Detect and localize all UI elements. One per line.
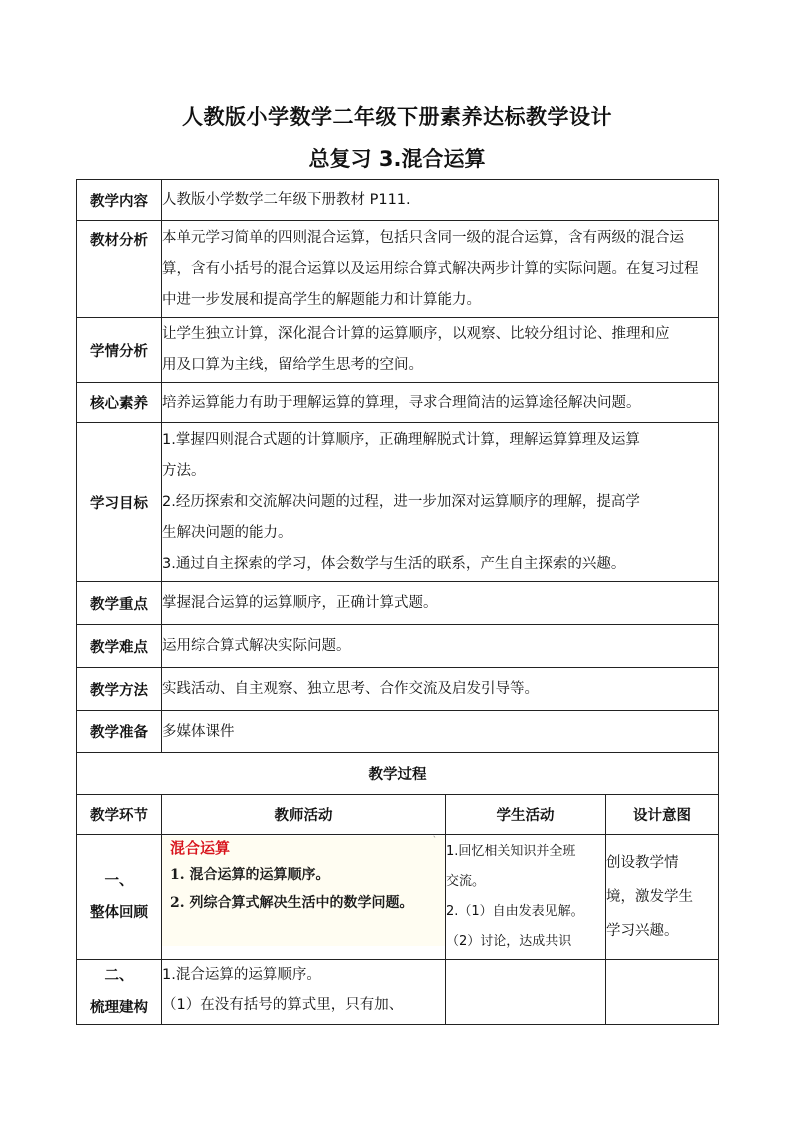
text-line: 算，含有小括号的混合运算以及运用综合算式解决两步计算的实际问题。在复习过程	[162, 260, 699, 277]
document-title: 人教版小学数学二年级下册素养达标教学设计	[182, 105, 612, 129]
process-header-row	[77, 795, 719, 835]
review-slide-title: 混合运算	[170, 839, 231, 857]
document-subtitle: 总复习 3.混合运算	[308, 147, 486, 171]
text-line: 人教版小学数学二年级下册教材 P111.	[162, 192, 411, 208]
label-student-analysis: 学情分析	[77, 318, 162, 383]
value-core-literacy	[162, 383, 719, 423]
text-line: 2.（1）自由发表见解。	[446, 904, 584, 919]
column-header: 教学环节	[77, 795, 162, 835]
column-header: 学生活动	[446, 795, 606, 835]
text-line: 实践活动、自主观察、独立思考、合作交流及启发引导等。	[162, 681, 539, 697]
stage-number: 一、	[104, 873, 134, 889]
label-key-points: 教学重点	[77, 582, 162, 625]
value-key-points	[162, 582, 719, 625]
review-slide-item: 1. 混合运算的运算顺序。	[170, 867, 330, 883]
value-teaching-content	[162, 180, 719, 221]
text-line: 1.混合运算的运算顺序。	[162, 967, 321, 983]
text-line: 方法。	[162, 462, 206, 479]
column-header: 设计意图	[606, 795, 719, 835]
row-teaching-methods	[77, 668, 719, 711]
stage-name: 梳理建构	[90, 1000, 148, 1016]
label-material-analysis: 教材分析	[77, 221, 162, 318]
stage-name: 整体回顾	[90, 905, 148, 921]
label-learning-goals: 学习目标	[77, 423, 162, 582]
value-material-analysis	[162, 221, 719, 318]
value-difficult-points	[162, 625, 719, 668]
text-line: 学习兴趣。	[606, 923, 679, 939]
corner-mark-icon: ˋ	[432, 836, 437, 846]
teacher-activity-review	[162, 835, 446, 960]
text-line: 多媒体课件	[162, 723, 235, 740]
teacher-activity-build	[162, 960, 446, 1025]
value-teaching-methods	[162, 668, 719, 711]
review-slide-image	[162, 836, 445, 946]
student-activity-review	[446, 835, 606, 960]
student-activity-build	[446, 960, 606, 1025]
value-teaching-preparation	[162, 711, 719, 753]
text-line: 掌握混合运算的运算顺序，正确计算式题。	[162, 595, 438, 611]
row-core-literacy	[77, 383, 719, 423]
review-slide-item: 2. 列综合算式解决生活中的数学问题。	[170, 895, 414, 911]
text-line: 用及口算为主线，留给学生思考的空间。	[162, 357, 423, 373]
design-intent-review	[606, 835, 719, 960]
text-line: 中进一步发展和提高学生的解题能力和计算能力。	[162, 291, 481, 308]
stage-row-build	[77, 960, 719, 1025]
stage-label	[77, 835, 162, 960]
row-key-points	[77, 582, 719, 625]
label-difficult-points: 教学难点	[77, 625, 162, 668]
text-line: 生解决问题的能力。	[162, 524, 293, 541]
design-intent-build	[606, 960, 719, 1025]
label-teaching-preparation: 教学准备	[77, 711, 162, 753]
row-difficult-points	[77, 625, 719, 668]
text-line: 1.掌握四则混合式题的计算顺序，正确理解脱式计算，理解运算算理及运算	[162, 431, 640, 448]
label-core-literacy: 核心素养	[77, 383, 162, 423]
label-teaching-methods: 教学方法	[77, 668, 162, 711]
text-line: 创设教学情	[606, 855, 679, 871]
stage-row-review	[77, 835, 719, 960]
value-learning-goals	[162, 423, 719, 582]
text-line: 让学生独立计算，深化混合计算的运算顺序，以观察、比较分组讨论、推理和应	[162, 326, 670, 342]
column-header: 教师活动	[162, 795, 446, 835]
text-line: （1）在没有括号的算式里，只有加、	[162, 997, 404, 1013]
row-material-analysis	[77, 221, 719, 318]
row-student-analysis	[77, 318, 719, 383]
text-line: 培养运算能力有助于理解运算的算理，寻求合理简洁的运算途径解决问题。	[162, 394, 641, 411]
text-line: 境，激发学生	[606, 889, 693, 905]
text-line: 运用综合算式解决实际问题。	[162, 638, 351, 654]
stage-number: 二、	[104, 968, 134, 984]
stage-label	[77, 960, 162, 1025]
process-heading: 教学过程	[77, 753, 719, 795]
row-process-heading	[77, 753, 719, 795]
lesson-plan-table	[76, 179, 719, 1025]
row-teaching-content	[77, 180, 719, 221]
text-line: 2.经历探索和交流解决问题的过程，进一步加深对运算顺序的理解，提高学	[162, 493, 640, 510]
text-line: （2）讨论，达成共识	[446, 934, 572, 949]
text-line: 3.通过自主探索的学习，体会数学与生活的联系，产生自主探索的兴趣。	[162, 555, 626, 572]
text-line: 交流。	[446, 874, 486, 889]
text-line: 1.回忆相关知识并全班	[446, 844, 576, 859]
label-teaching-content: 教学内容	[77, 180, 162, 221]
text-line: 本单元学习简单的四则混合运算，包括只含同一级的混合运算，含有两级的混合运	[162, 229, 684, 246]
row-teaching-preparation	[77, 711, 719, 753]
row-learning-goals	[77, 423, 719, 582]
value-student-analysis	[162, 318, 719, 383]
